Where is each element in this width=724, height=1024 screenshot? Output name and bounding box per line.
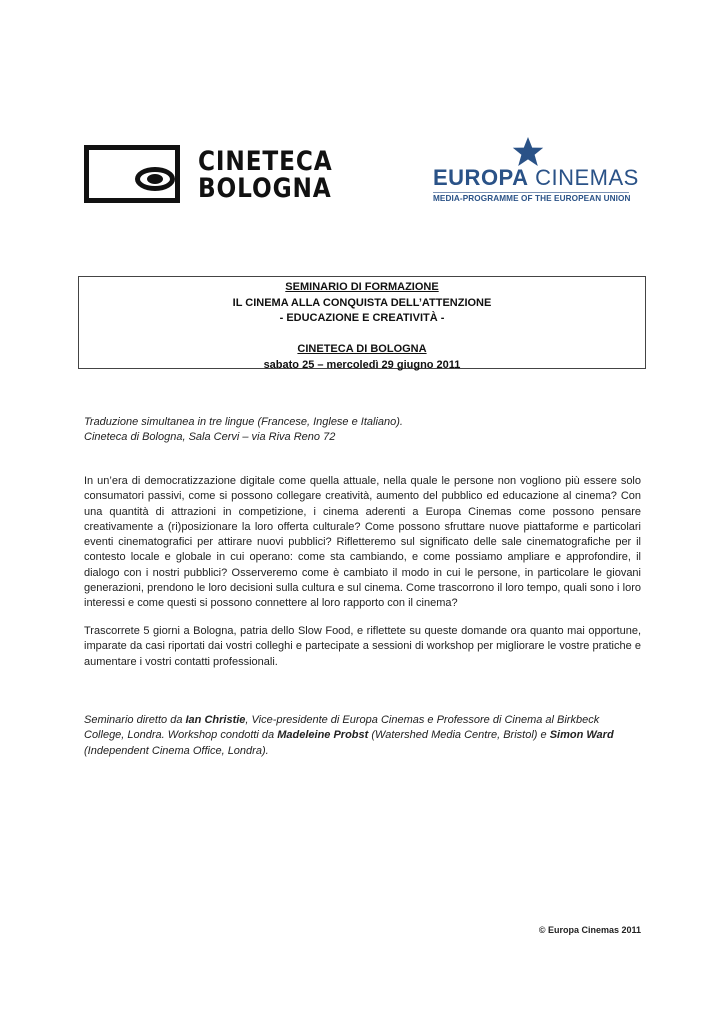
credits-text-1: Seminario diretto da	[84, 714, 186, 726]
europa-logo-title	[433, 166, 639, 190]
cineteca-logo-line2: BOLOGNA	[198, 173, 332, 204]
info-block	[84, 415, 641, 446]
body-paragraph-2: Trascorrete 5 giorni a Bologna, patria dello Slow Food, e riflettete su queste domande ora quanto mai opportune, imparate da casi riportati dai vostri colleghi e partecipate a sessioni di workshop per migliorare le vostre pratiche e aumentare i vostri contatti professionali.	[84, 625, 641, 668]
credits-name-ian-christie: Ian Christie	[185, 714, 246, 726]
seminar-dates: sabato 25 – mercoledì 29 giugno 2011	[263, 358, 461, 371]
europa-logo-title-bold: EUROPA	[433, 165, 529, 190]
credits-text-3: (Watershed Media Centre, Bristol) e	[368, 729, 550, 742]
copyright-notice: © Europa Cinemas 2011	[538, 925, 641, 935]
cineteca-logo-text	[198, 148, 333, 202]
translation-note: Traduzione simultanea in tre lingue (Francese, Inglese e Italiano).	[84, 416, 403, 428]
cineteca-bologna-logo	[84, 145, 333, 211]
seminar-title-box	[78, 276, 646, 369]
credits-name-simon-ward: Simon Ward	[549, 729, 614, 742]
europa-cinemas-logo	[431, 136, 641, 208]
europa-logo-title-light: CINEMAS	[535, 165, 639, 190]
europa-logo-subtitle: MEDIA-PROGRAMME OF THE EUROPEAN UNION	[433, 194, 631, 203]
seminar-title: IL CINEMA ALLA CONQUISTA DELL’ATTENZIONE	[232, 296, 492, 309]
credits-name-madeleine-probst: Madeleine Probst	[277, 729, 369, 742]
body-paragraph-1: In un’era di democratizzazione digitale come quella attuale, nella quale le persone non vogliono più essere solo consumatori passivi, come si possono collegare creatività, aumento del pubblico ed educazione al cinema? Con una quantità di attrazioni in competizione, i cinema aderenti a Europa Cinemas come possono pensare creativamente a (ri)posizionare la loro offerta culturale? Come possono sfruttare nuove piattaforme e particolari eventi cinematografici per attirare nuovi pubblici? Rifletteremo sul significato delle sale cinematografiche per il contesto locale e globale in cui operano: come sta cambiando, e come possiamo ampliare e approfondire, il dialogo con i nostri pubblici? Osserveremo come è cambiato il modo in cui le persone, in particolare le giovani generazioni, prendono le loro decisioni sulla cultura e sul cinema. Come trascorrono il loro tempo, quali sono i loro interessi e come questi si possono connettere al loro rapporto con il cinema?	[84, 475, 641, 610]
credits-text-4: (Independent Cinema Office, Londra).	[84, 744, 269, 757]
star-icon	[512, 136, 544, 168]
venue-address: Cineteca di Bologna, Sala Cervi – via Riva Reno 72	[84, 431, 336, 444]
title-box-spacer	[79, 327, 645, 343]
credits-text-2: , Vice-presidente di Europa Cinemas e Professore di Cinema al Birkbeck College, Londra. Workshop condotti da	[84, 714, 600, 742]
credits-paragraph	[84, 713, 641, 759]
eye-pupil-icon	[147, 174, 163, 184]
seminar-heading: SEMINARIO DI FORMAZIONE	[285, 281, 439, 293]
cineteca-logo-line1: CINETECA	[198, 146, 333, 177]
europa-logo-divider	[433, 192, 629, 193]
seminar-subtitle: - EDUCAZIONE E CREATIVITÀ -	[279, 312, 445, 324]
seminar-venue-name: CINETECA DI BOLOGNA	[297, 343, 427, 355]
